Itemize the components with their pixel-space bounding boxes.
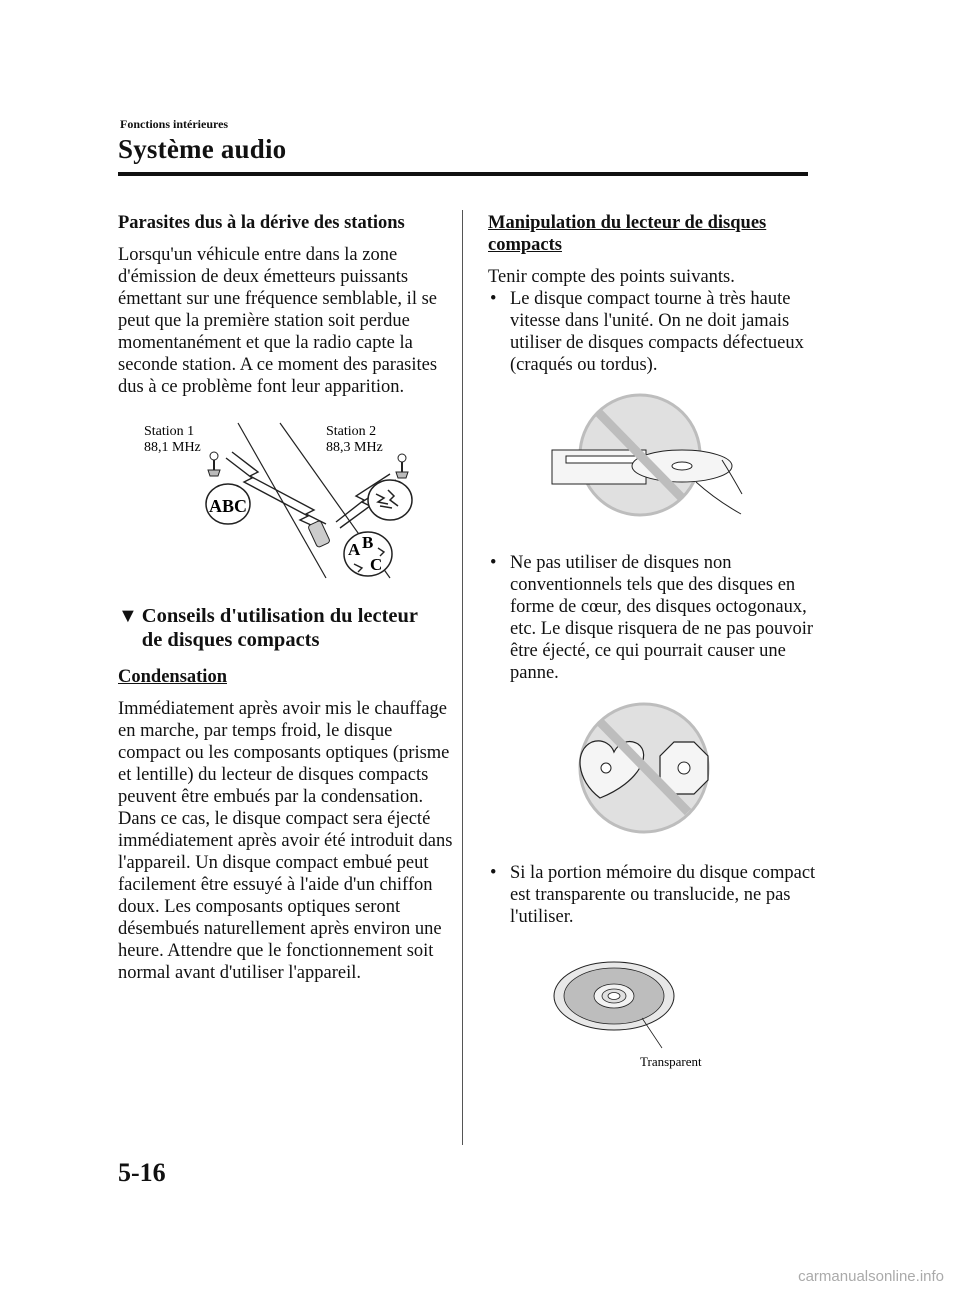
bullet-text-1: Le disque compact tourne à très haute vitesse dans l'unité. On ne doit jamais utiliser de disques compacts défectueux (craqués ou tordus). — [510, 289, 804, 375]
station1-label-line1: Station 1 — [144, 424, 195, 439]
paragraph-station-drift: Lorsqu'un véhicule entre dans la zone d'émission de deux émetteurs puissants émettant sur une fréquence semblable, il se peut que la première station soit perdue momentanément et que la radio capte la seconde station. A ce moment des parasites dus à ce problème font leur apparition. — [118, 245, 438, 397]
bullet-text-2: Ne pas utiliser de disques non conventionnels tels que des disques en forme de cœur, des disques octogonaux, etc. Le disque risquera de ne pas pouvoir être éjecté, ce qui pourrait causer une panne. — [510, 553, 814, 683]
section-label: Fonctions intérieures — [120, 117, 229, 131]
heading-cd-tips-line2: de disques compacts — [141, 629, 320, 651]
bullet-icon: • — [490, 863, 497, 883]
heading-cd-handling-line1: Manipulation du lecteur de disques — [488, 213, 767, 233]
abc-text: ABC — [209, 496, 248, 516]
abc-bubble-icon — [206, 484, 250, 524]
transparent-disc-figure — [552, 960, 732, 1074]
right-column-3 — [488, 862, 818, 928]
svg-text:A: A — [348, 540, 361, 559]
car-icon — [308, 520, 331, 548]
station2-label-line1: Station 2 — [326, 424, 377, 439]
station-drift-figure — [140, 418, 430, 590]
bullet-icon: • — [490, 289, 497, 309]
right-column-2 — [488, 552, 818, 684]
heading-station-drift: Parasites dus à la dérive des stations — [118, 213, 405, 233]
station2-label-line2: 88,3 MHz — [326, 440, 383, 455]
antenna2-icon — [396, 454, 408, 478]
triangle-icon: ▼ — [118, 605, 138, 627]
cd-insert-prohibited-figure — [546, 390, 746, 520]
mixed-bubble-icon — [344, 532, 392, 576]
odd-shaped-discs-prohibited-figure — [570, 700, 720, 836]
heading-cd-tips-line1: Conseils d'utilisation du lecteur — [141, 605, 419, 627]
cd-tips-block — [118, 604, 458, 984]
page-title: Système audio — [118, 134, 287, 164]
bullet-item-1 — [488, 288, 818, 376]
bullet-icon: • — [490, 553, 497, 573]
bullet-text-3: Si la portion mémoire du disque compact est transparente ou translucide, ne pas l'utiliser. — [510, 863, 816, 927]
bullet-item-3 — [488, 862, 818, 928]
paragraph-condensation: Immédiatement après avoir mis le chauffage en marche, par temps froid, le disque compact ou les composants optiques (prisme et lentille) du lecteur de disques compacts peuvent être embués par la condensation. Dans ce cas, le disque compact sera éjecté immédiatement après avoir été introduit dans l'appareil. Un disque compact embué peut facilement être essuyé à l'aide d'un chiffon doux. Les composants optiques seront désembués naturellement après environ une heure. Attendre que le fonctionnement soit normal avant d'utiliser l'appareil. — [118, 699, 453, 983]
watermark: carmanualsonline.info — [798, 1268, 944, 1285]
left-column — [118, 212, 448, 398]
heading-cd-handling-line2: compacts — [488, 235, 562, 255]
subheading-condensation: Condensation — [118, 667, 227, 687]
svg-text:C: C — [370, 555, 383, 574]
transparent-label: Transparent — [640, 1054, 702, 1069]
antenna1-icon — [208, 452, 220, 476]
page-number: 5-16 — [118, 1158, 166, 1187]
station1-label-line2: 88,1 MHz — [144, 440, 201, 455]
right-column — [488, 212, 818, 376]
bullet-item-2 — [488, 552, 818, 684]
intro-text: Tenir compte des points suivants. — [488, 267, 735, 287]
svg-text:B: B — [362, 533, 374, 552]
header-rule — [118, 172, 808, 176]
column-divider — [462, 210, 463, 1145]
noise-bubble-icon — [368, 480, 412, 520]
